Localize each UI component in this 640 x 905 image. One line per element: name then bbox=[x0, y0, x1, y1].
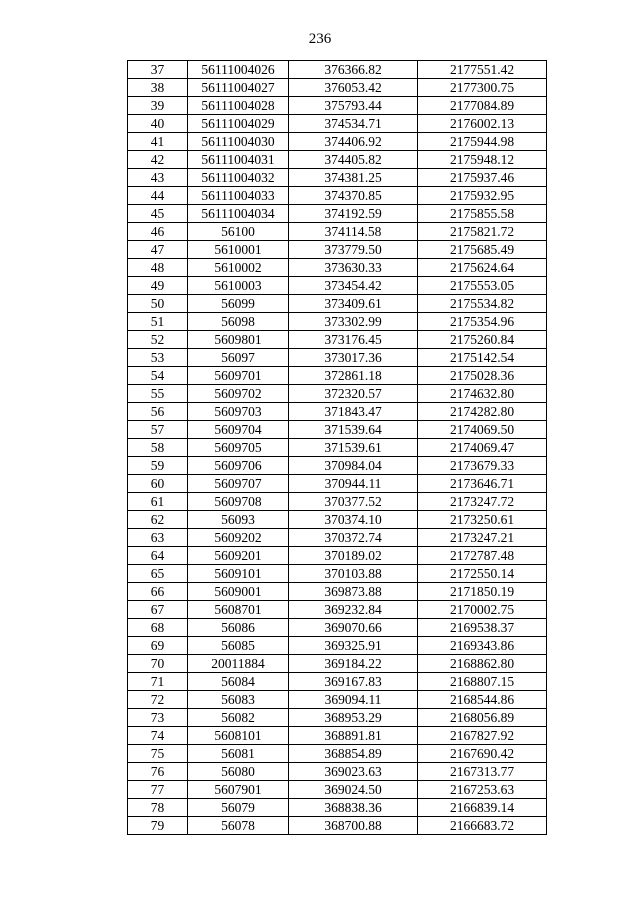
y-coordinate-cell: 2177551.42 bbox=[418, 61, 547, 79]
point-id-cell: 5608101 bbox=[188, 727, 289, 745]
row-number-cell: 67 bbox=[128, 601, 188, 619]
page-number: 236 bbox=[308, 31, 332, 47]
table-row bbox=[128, 529, 547, 547]
x-coordinate-cell: 370372.74 bbox=[289, 529, 418, 547]
y-coordinate-cell: 2175260.84 bbox=[418, 331, 547, 349]
x-coordinate-cell: 369167.83 bbox=[289, 673, 418, 691]
y-coordinate-cell: 2175932.95 bbox=[418, 187, 547, 205]
x-coordinate-cell: 369184.22 bbox=[289, 655, 418, 673]
y-coordinate-cell: 2175937.46 bbox=[418, 169, 547, 187]
point-id-cell: 5609202 bbox=[188, 529, 289, 547]
y-coordinate-cell: 2173679.33 bbox=[418, 457, 547, 475]
row-number-cell: 68 bbox=[128, 619, 188, 637]
x-coordinate-cell: 374405.82 bbox=[289, 151, 418, 169]
x-coordinate-cell: 370189.02 bbox=[289, 547, 418, 565]
y-coordinate-cell: 2175944.98 bbox=[418, 133, 547, 151]
table-row bbox=[128, 673, 547, 691]
row-number-cell: 75 bbox=[128, 745, 188, 763]
row-number-cell: 40 bbox=[128, 115, 188, 133]
table-row bbox=[128, 259, 547, 277]
row-number-cell: 56 bbox=[128, 403, 188, 421]
x-coordinate-cell: 372320.57 bbox=[289, 385, 418, 403]
table-row bbox=[128, 331, 547, 349]
y-coordinate-cell: 2177084.89 bbox=[418, 97, 547, 115]
point-id-cell: 5610003 bbox=[188, 277, 289, 295]
y-coordinate-cell: 2166683.72 bbox=[418, 817, 547, 835]
point-id-cell: 5610001 bbox=[188, 241, 289, 259]
table-row bbox=[128, 547, 547, 565]
y-coordinate-cell: 2168056.89 bbox=[418, 709, 547, 727]
point-id-cell: 56098 bbox=[188, 313, 289, 331]
y-coordinate-cell: 2166839.14 bbox=[418, 799, 547, 817]
y-coordinate-cell: 2167253.63 bbox=[418, 781, 547, 799]
y-coordinate-cell: 2167827.92 bbox=[418, 727, 547, 745]
x-coordinate-cell: 372861.18 bbox=[289, 367, 418, 385]
table-row bbox=[128, 457, 547, 475]
row-number-cell: 49 bbox=[128, 277, 188, 295]
point-id-cell: 56081 bbox=[188, 745, 289, 763]
x-coordinate-cell: 369325.91 bbox=[289, 637, 418, 655]
x-coordinate-cell: 373302.99 bbox=[289, 313, 418, 331]
row-number-cell: 55 bbox=[128, 385, 188, 403]
x-coordinate-cell: 374406.92 bbox=[289, 133, 418, 151]
x-coordinate-cell: 375793.44 bbox=[289, 97, 418, 115]
x-coordinate-cell: 376366.82 bbox=[289, 61, 418, 79]
row-number-cell: 45 bbox=[128, 205, 188, 223]
point-id-cell: 56093 bbox=[188, 511, 289, 529]
table-row bbox=[128, 277, 547, 295]
y-coordinate-cell: 2175948.12 bbox=[418, 151, 547, 169]
y-coordinate-cell: 2174632.80 bbox=[418, 385, 547, 403]
row-number-cell: 60 bbox=[128, 475, 188, 493]
table-row bbox=[128, 349, 547, 367]
y-coordinate-cell: 2175685.49 bbox=[418, 241, 547, 259]
point-id-cell: 56084 bbox=[188, 673, 289, 691]
row-number-cell: 54 bbox=[128, 367, 188, 385]
point-id-cell: 5609706 bbox=[188, 457, 289, 475]
coordinates-table bbox=[127, 60, 547, 835]
x-coordinate-cell: 369094.11 bbox=[289, 691, 418, 709]
y-coordinate-cell: 2174069.47 bbox=[418, 439, 547, 457]
x-coordinate-cell: 373630.33 bbox=[289, 259, 418, 277]
point-id-cell: 5609704 bbox=[188, 421, 289, 439]
row-number-cell: 61 bbox=[128, 493, 188, 511]
coordinates-table-body bbox=[128, 61, 547, 835]
y-coordinate-cell: 2175855.58 bbox=[418, 205, 547, 223]
row-number-cell: 79 bbox=[128, 817, 188, 835]
point-id-cell: 5607901 bbox=[188, 781, 289, 799]
row-number-cell: 58 bbox=[128, 439, 188, 457]
table-row bbox=[128, 151, 547, 169]
table-row bbox=[128, 493, 547, 511]
table-row bbox=[128, 115, 547, 133]
y-coordinate-cell: 2167313.77 bbox=[418, 763, 547, 781]
y-coordinate-cell: 2175624.64 bbox=[418, 259, 547, 277]
point-id-cell: 56079 bbox=[188, 799, 289, 817]
row-number-cell: 46 bbox=[128, 223, 188, 241]
x-coordinate-cell: 370377.52 bbox=[289, 493, 418, 511]
x-coordinate-cell: 368700.88 bbox=[289, 817, 418, 835]
y-coordinate-cell: 2173247.72 bbox=[418, 493, 547, 511]
table-row bbox=[128, 403, 547, 421]
table-row bbox=[128, 205, 547, 223]
point-id-cell: 5609001 bbox=[188, 583, 289, 601]
x-coordinate-cell: 371843.47 bbox=[289, 403, 418, 421]
table-row bbox=[128, 817, 547, 835]
y-coordinate-cell: 2174069.50 bbox=[418, 421, 547, 439]
y-coordinate-cell: 2177300.75 bbox=[418, 79, 547, 97]
y-coordinate-cell: 2167690.42 bbox=[418, 745, 547, 763]
point-id-cell: 56078 bbox=[188, 817, 289, 835]
x-coordinate-cell: 370984.04 bbox=[289, 457, 418, 475]
table-row bbox=[128, 511, 547, 529]
point-id-cell: 5609101 bbox=[188, 565, 289, 583]
x-coordinate-cell: 369024.50 bbox=[289, 781, 418, 799]
table-row bbox=[128, 79, 547, 97]
point-id-cell: 56111004030 bbox=[188, 133, 289, 151]
table-row bbox=[128, 763, 547, 781]
point-id-cell: 5609708 bbox=[188, 493, 289, 511]
row-number-cell: 59 bbox=[128, 457, 188, 475]
row-number-cell: 53 bbox=[128, 349, 188, 367]
point-id-cell: 56099 bbox=[188, 295, 289, 313]
point-id-cell: 56111004027 bbox=[188, 79, 289, 97]
row-number-cell: 52 bbox=[128, 331, 188, 349]
point-id-cell: 56097 bbox=[188, 349, 289, 367]
table-row bbox=[128, 169, 547, 187]
y-coordinate-cell: 2175354.96 bbox=[418, 313, 547, 331]
table-row bbox=[128, 637, 547, 655]
x-coordinate-cell: 371539.61 bbox=[289, 439, 418, 457]
point-id-cell: 56080 bbox=[188, 763, 289, 781]
row-number-cell: 62 bbox=[128, 511, 188, 529]
table-row bbox=[128, 421, 547, 439]
row-number-cell: 57 bbox=[128, 421, 188, 439]
x-coordinate-cell: 374114.58 bbox=[289, 223, 418, 241]
point-id-cell: 56111004026 bbox=[188, 61, 289, 79]
table-row bbox=[128, 781, 547, 799]
point-id-cell: 56111004029 bbox=[188, 115, 289, 133]
table-row bbox=[128, 709, 547, 727]
x-coordinate-cell: 369232.84 bbox=[289, 601, 418, 619]
table-row bbox=[128, 187, 547, 205]
x-coordinate-cell: 373454.42 bbox=[289, 277, 418, 295]
row-number-cell: 43 bbox=[128, 169, 188, 187]
table-row bbox=[128, 61, 547, 79]
point-id-cell: 56083 bbox=[188, 691, 289, 709]
y-coordinate-cell: 2171850.19 bbox=[418, 583, 547, 601]
y-coordinate-cell: 2173250.61 bbox=[418, 511, 547, 529]
point-id-cell: 5609702 bbox=[188, 385, 289, 403]
table-row bbox=[128, 565, 547, 583]
table-row bbox=[128, 619, 547, 637]
y-coordinate-cell: 2174282.80 bbox=[418, 403, 547, 421]
point-id-cell: 56111004033 bbox=[188, 187, 289, 205]
row-number-cell: 48 bbox=[128, 259, 188, 277]
table-row bbox=[128, 727, 547, 745]
x-coordinate-cell: 374192.59 bbox=[289, 205, 418, 223]
x-coordinate-cell: 368891.81 bbox=[289, 727, 418, 745]
point-id-cell: 5609701 bbox=[188, 367, 289, 385]
table-row bbox=[128, 367, 547, 385]
table-row bbox=[128, 691, 547, 709]
x-coordinate-cell: 369023.63 bbox=[289, 763, 418, 781]
x-coordinate-cell: 373176.45 bbox=[289, 331, 418, 349]
x-coordinate-cell: 369873.88 bbox=[289, 583, 418, 601]
y-coordinate-cell: 2172787.48 bbox=[418, 547, 547, 565]
table-row bbox=[128, 601, 547, 619]
x-coordinate-cell: 373779.50 bbox=[289, 241, 418, 259]
table-row bbox=[128, 799, 547, 817]
y-coordinate-cell: 2175028.36 bbox=[418, 367, 547, 385]
y-coordinate-cell: 2168862.80 bbox=[418, 655, 547, 673]
point-id-cell: 56111004028 bbox=[188, 97, 289, 115]
row-number-cell: 72 bbox=[128, 691, 188, 709]
y-coordinate-cell: 2175821.72 bbox=[418, 223, 547, 241]
point-id-cell: 56086 bbox=[188, 619, 289, 637]
point-id-cell: 56111004032 bbox=[188, 169, 289, 187]
point-id-cell: 5609705 bbox=[188, 439, 289, 457]
row-number-cell: 73 bbox=[128, 709, 188, 727]
row-number-cell: 71 bbox=[128, 673, 188, 691]
row-number-cell: 65 bbox=[128, 565, 188, 583]
point-id-cell: 5608701 bbox=[188, 601, 289, 619]
table-row bbox=[128, 97, 547, 115]
x-coordinate-cell: 368854.89 bbox=[289, 745, 418, 763]
point-id-cell: 5609201 bbox=[188, 547, 289, 565]
y-coordinate-cell: 2168807.15 bbox=[418, 673, 547, 691]
x-coordinate-cell: 376053.42 bbox=[289, 79, 418, 97]
row-number-cell: 78 bbox=[128, 799, 188, 817]
table-row bbox=[128, 655, 547, 673]
table-row bbox=[128, 745, 547, 763]
x-coordinate-cell: 370374.10 bbox=[289, 511, 418, 529]
y-coordinate-cell: 2168544.86 bbox=[418, 691, 547, 709]
y-coordinate-cell: 2175553.05 bbox=[418, 277, 547, 295]
x-coordinate-cell: 371539.64 bbox=[289, 421, 418, 439]
table-row bbox=[128, 133, 547, 151]
table-row bbox=[128, 439, 547, 457]
x-coordinate-cell: 370944.11 bbox=[289, 475, 418, 493]
point-id-cell: 5609801 bbox=[188, 331, 289, 349]
point-id-cell: 20011884 bbox=[188, 655, 289, 673]
x-coordinate-cell: 368953.29 bbox=[289, 709, 418, 727]
row-number-cell: 70 bbox=[128, 655, 188, 673]
row-number-cell: 51 bbox=[128, 313, 188, 331]
x-coordinate-cell: 373409.61 bbox=[289, 295, 418, 313]
row-number-cell: 37 bbox=[128, 61, 188, 79]
point-id-cell: 5610002 bbox=[188, 259, 289, 277]
table-row bbox=[128, 313, 547, 331]
y-coordinate-cell: 2176002.13 bbox=[418, 115, 547, 133]
x-coordinate-cell: 373017.36 bbox=[289, 349, 418, 367]
row-number-cell: 64 bbox=[128, 547, 188, 565]
row-number-cell: 41 bbox=[128, 133, 188, 151]
row-number-cell: 42 bbox=[128, 151, 188, 169]
y-coordinate-cell: 2175142.54 bbox=[418, 349, 547, 367]
point-id-cell: 5609703 bbox=[188, 403, 289, 421]
table-row bbox=[128, 241, 547, 259]
x-coordinate-cell: 370103.88 bbox=[289, 565, 418, 583]
x-coordinate-cell: 374381.25 bbox=[289, 169, 418, 187]
point-id-cell: 56100 bbox=[188, 223, 289, 241]
row-number-cell: 47 bbox=[128, 241, 188, 259]
point-id-cell: 56085 bbox=[188, 637, 289, 655]
y-coordinate-cell: 2173247.21 bbox=[418, 529, 547, 547]
row-number-cell: 69 bbox=[128, 637, 188, 655]
row-number-cell: 38 bbox=[128, 79, 188, 97]
x-coordinate-cell: 369070.66 bbox=[289, 619, 418, 637]
y-coordinate-cell: 2175534.82 bbox=[418, 295, 547, 313]
row-number-cell: 76 bbox=[128, 763, 188, 781]
table-row bbox=[128, 583, 547, 601]
table-row bbox=[128, 385, 547, 403]
table-row bbox=[128, 475, 547, 493]
row-number-cell: 50 bbox=[128, 295, 188, 313]
x-coordinate-cell: 374534.71 bbox=[289, 115, 418, 133]
table-row bbox=[128, 295, 547, 313]
row-number-cell: 39 bbox=[128, 97, 188, 115]
point-id-cell: 56082 bbox=[188, 709, 289, 727]
row-number-cell: 63 bbox=[128, 529, 188, 547]
row-number-cell: 66 bbox=[128, 583, 188, 601]
y-coordinate-cell: 2170002.75 bbox=[418, 601, 547, 619]
row-number-cell: 74 bbox=[128, 727, 188, 745]
point-id-cell: 56111004034 bbox=[188, 205, 289, 223]
table-row bbox=[128, 223, 547, 241]
row-number-cell: 77 bbox=[128, 781, 188, 799]
y-coordinate-cell: 2173646.71 bbox=[418, 475, 547, 493]
point-id-cell: 5609707 bbox=[188, 475, 289, 493]
y-coordinate-cell: 2169343.86 bbox=[418, 637, 547, 655]
point-id-cell: 56111004031 bbox=[188, 151, 289, 169]
y-coordinate-cell: 2169538.37 bbox=[418, 619, 547, 637]
y-coordinate-cell: 2172550.14 bbox=[418, 565, 547, 583]
x-coordinate-cell: 368838.36 bbox=[289, 799, 418, 817]
row-number-cell: 44 bbox=[128, 187, 188, 205]
x-coordinate-cell: 374370.85 bbox=[289, 187, 418, 205]
